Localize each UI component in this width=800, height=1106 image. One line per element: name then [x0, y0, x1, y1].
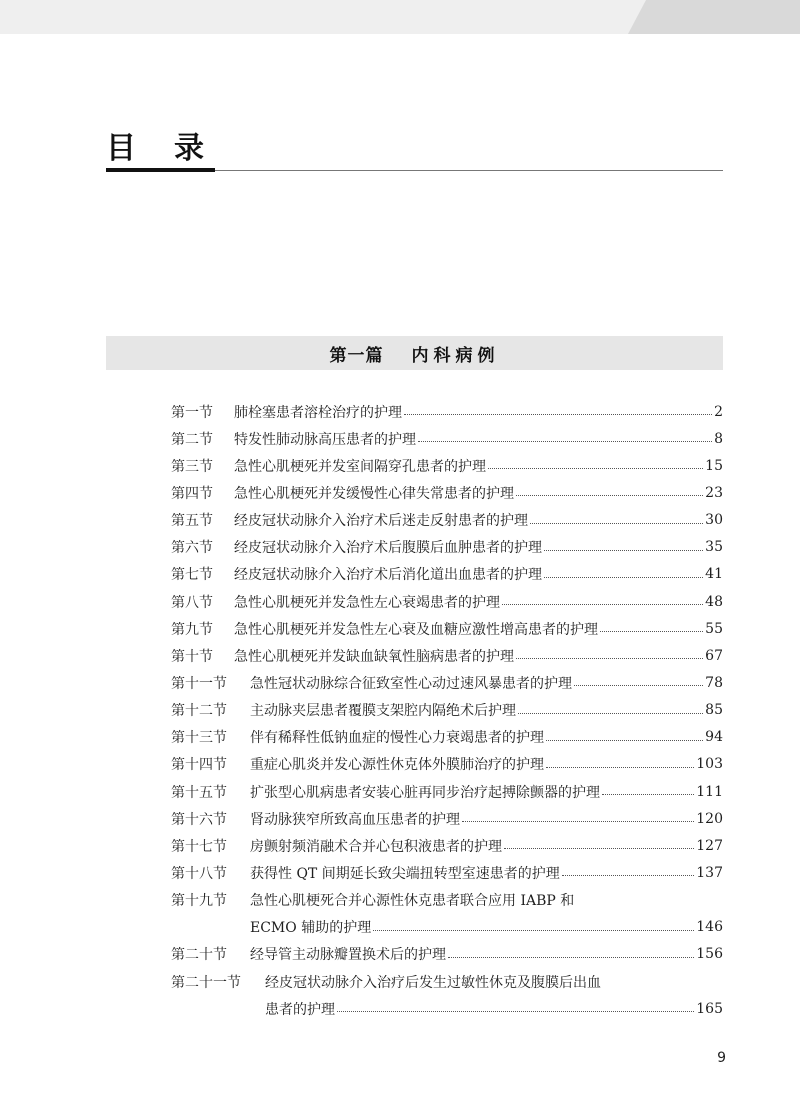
toc-entry-title: 主动脉夹层患者覆膜支架腔内隔绝术后护理 [250, 703, 516, 720]
toc-entry-title: 特发性肺动脉高压患者的护理 [234, 431, 416, 448]
toc-entry[interactable] [171, 534, 723, 561]
toc-entry-title: 经导管主动脉瓣置换术后的护理 [250, 947, 446, 964]
title-underline [106, 168, 215, 172]
page-title: 目录 [106, 131, 242, 166]
toc-section-number: 第十五节 [171, 784, 227, 801]
toc-section-number: 第十八节 [171, 865, 227, 882]
toc-entry[interactable] [171, 561, 723, 588]
toc-section-number: 第十四节 [171, 757, 227, 774]
toc-leader-dots [546, 767, 694, 768]
toc-section-number: 第二十节 [171, 947, 227, 964]
toc-leader-dots [518, 713, 703, 714]
toc-entry[interactable] [171, 887, 723, 941]
toc-section-number: 第三节 [171, 458, 213, 475]
toc-leader-dots [488, 468, 703, 469]
toc-leader-dots [544, 550, 703, 551]
toc-entry-title: 伴有稀释性低钠血症的慢性心力衰竭患者的护理 [250, 730, 544, 747]
toc-leader-dots [373, 930, 694, 931]
toc-entry-title: 经皮冠状动脉介入治疗术后消化道出血患者的护理 [234, 567, 542, 584]
toc-leader-dots [504, 848, 694, 849]
part-name: 内科病例 [411, 345, 500, 366]
toc-page-number: 111 [696, 783, 723, 800]
part-heading-band [106, 336, 723, 370]
toc-page-number: 156 [696, 946, 723, 963]
toc-entry[interactable] [171, 642, 723, 669]
toc-page-number: 127 [696, 837, 723, 854]
toc-entry[interactable] [171, 669, 723, 696]
toc-page-number: 94 [705, 729, 723, 746]
toc-section-number: 第十三节 [171, 730, 227, 747]
toc-section-number: 第七节 [171, 567, 213, 584]
toc-section-number: 第一节 [171, 404, 213, 421]
toc-section-number: 第九节 [171, 621, 213, 638]
toc-entry-title: 经皮冠状动脉介入治疗术后腹膜后血肿患者的护理 [234, 540, 542, 557]
toc-page-number: 120 [696, 810, 723, 827]
toc-entry[interactable] [171, 479, 723, 506]
toc-page-number: 85 [705, 702, 723, 719]
toc-entry[interactable] [171, 452, 723, 479]
toc-entry-title: 肾动脉狭窄所致高血压患者的护理 [250, 811, 460, 828]
toc-entry[interactable] [171, 507, 723, 534]
toc-page-number: 41 [705, 566, 723, 583]
toc-entry-title-continued: 患者的护理 [265, 1001, 335, 1018]
toc-page-number: 55 [705, 620, 723, 637]
page-number: 9 [717, 1050, 726, 1066]
toc-entry-title: 肺栓塞患者溶栓治疗的护理 [234, 404, 402, 421]
toc-entry-title: 急性心肌梗死并发急性左心衰及血糖应激性增高患者的护理 [234, 621, 598, 638]
toc-leader-dots [562, 875, 695, 876]
toc-section-number: 第十六节 [171, 811, 227, 828]
toc-entry[interactable] [171, 398, 723, 425]
toc-entry[interactable] [171, 724, 723, 751]
toc-entry-title: 经皮冠状动脉介入治疗后发生过敏性休克及腹膜后出血 [265, 974, 601, 991]
toc-entry[interactable] [171, 697, 723, 724]
toc-page-number: 35 [705, 539, 723, 556]
toc-entry-title: 获得性 QT 间期延长致尖端扭转型室速患者的护理 [250, 865, 560, 882]
toc-leader-dots [462, 821, 694, 822]
toc-entry-title: 房颤射频消融术合并心包积液患者的护理 [250, 838, 502, 855]
toc-entry-title: 扩张型心肌病患者安装心脏再同步治疗起搏除颤器的护理 [250, 784, 600, 801]
toc-section-number: 第二节 [171, 431, 213, 448]
toc-section-number: 第四节 [171, 485, 213, 502]
toc-section-number: 第十节 [171, 648, 213, 665]
toc-entry[interactable] [171, 832, 723, 859]
toc-leader-dots [546, 740, 703, 741]
toc-leader-dots [544, 577, 703, 578]
toc-page-number: 8 [714, 430, 723, 447]
toc-page-number: 30 [705, 512, 723, 529]
toc-section-number: 第十九节 [171, 893, 227, 910]
toc-entry-title: 急性心肌梗死并发缓慢性心律失常患者的护理 [234, 485, 514, 502]
toc-leader-dots [404, 414, 712, 415]
toc-page-number: 15 [705, 457, 723, 474]
toc-entry-title: 急性心肌梗死并发缺血缺氧性脑病患者的护理 [234, 648, 514, 665]
toc-entry[interactable] [171, 751, 723, 778]
toc-section-number: 第六节 [171, 540, 213, 557]
header-tab-decoration [628, 0, 800, 34]
toc-leader-dots [602, 794, 694, 795]
toc-entry[interactable] [171, 805, 723, 832]
toc-page-number: 48 [705, 593, 723, 610]
toc-entry[interactable] [171, 425, 723, 452]
toc-page-number: 78 [705, 674, 723, 691]
toc-leader-dots [516, 658, 703, 659]
part-label: 第一篇 [329, 345, 384, 366]
toc-entry-title: 急性心肌梗死合并心源性休克患者联合应用 IABP 和 [250, 893, 575, 910]
toc-leader-dots [574, 685, 703, 686]
toc-entry-title: 重症心肌炎并发心源性休克体外膜肺治疗的护理 [250, 757, 544, 774]
toc-leader-dots [448, 957, 694, 958]
toc-leader-dots [337, 1011, 694, 1012]
toc-entry-title: 急性冠状动脉综合征致室性心动过速风暴患者的护理 [250, 675, 572, 692]
toc-entry-title: 经皮冠状动脉介入治疗术后迷走反射患者的护理 [234, 513, 528, 530]
toc-entry-title-continued: ECMO 辅助的护理 [250, 920, 372, 937]
toc-page-number: 2 [714, 403, 723, 420]
toc-page-number: 165 [696, 1000, 723, 1017]
toc-leader-dots [530, 523, 703, 524]
toc-leader-dots [516, 495, 703, 496]
toc-entry[interactable] [171, 615, 723, 642]
toc-page-number: 146 [696, 919, 723, 936]
toc-leader-dots [600, 631, 703, 632]
toc-section-number: 第八节 [171, 594, 213, 611]
toc-section-number: 第二十一节 [171, 974, 241, 991]
toc-section-number: 第十一节 [171, 675, 227, 692]
toc-page-number: 67 [705, 647, 723, 664]
toc-entry[interactable] [171, 859, 723, 886]
toc-section-number: 第十二节 [171, 703, 227, 720]
toc-entry[interactable] [171, 778, 723, 805]
toc-leader-dots [502, 604, 703, 605]
toc-page-number: 137 [696, 864, 723, 881]
toc-entry[interactable] [171, 588, 723, 615]
table-of-contents [171, 398, 723, 1022]
toc-entry-title: 急性心肌梗死并发室间隔穿孔患者的护理 [234, 458, 486, 475]
toc-page-number: 23 [705, 484, 723, 501]
toc-entry-title: 急性心肌梗死并发急性左心衰竭患者的护理 [234, 594, 500, 611]
toc-section-number: 第十七节 [171, 838, 227, 855]
toc-leader-dots [418, 441, 712, 442]
toc-page-number: 103 [696, 756, 723, 773]
toc-section-number: 第五节 [171, 513, 213, 530]
toc-entry[interactable] [171, 968, 723, 1022]
toc-entry[interactable] [171, 941, 723, 968]
